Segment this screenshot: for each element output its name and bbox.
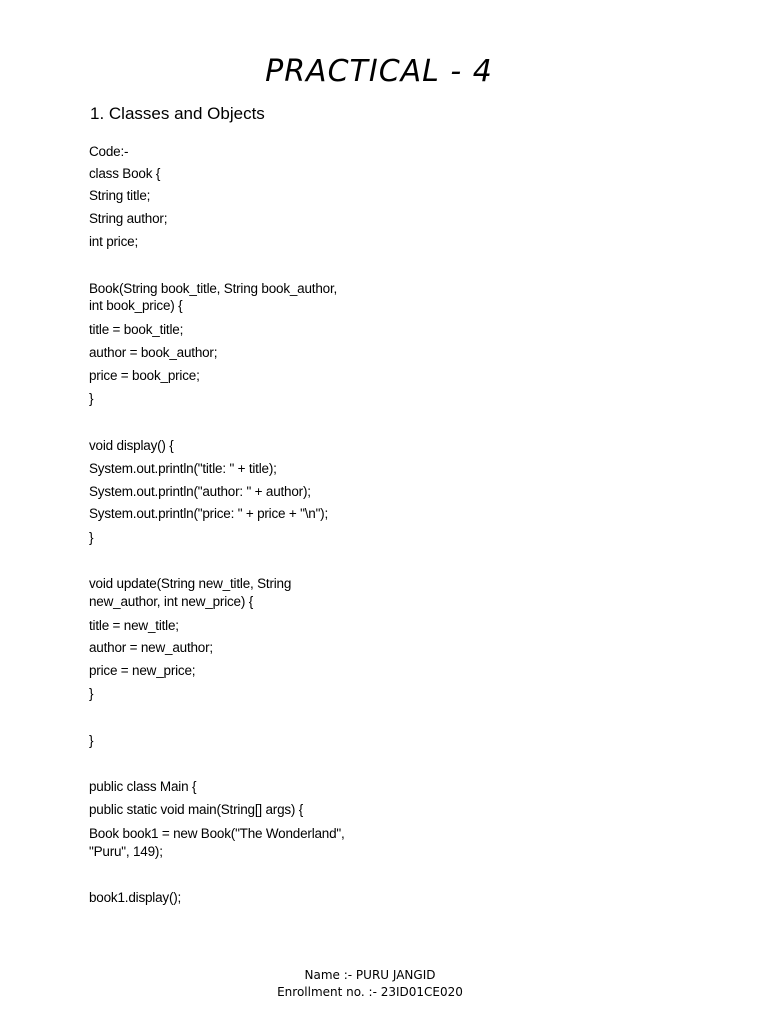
- code-line: "Puru", 149);: [89, 844, 163, 859]
- code-line: new_author, int new_price) {: [89, 594, 254, 609]
- code-line: }: [89, 530, 94, 545]
- section-heading: 1. Classes and Objects: [90, 104, 265, 123]
- code-line: System.out.println("price: " + price + "\n");: [89, 506, 329, 521]
- code-line: void display() {: [89, 438, 174, 453]
- code-line: price = book_price;: [89, 368, 200, 383]
- code-line: price = new_price;: [89, 663, 196, 678]
- code-line: title = new_title;: [89, 618, 179, 633]
- code-line: author = new_author;: [89, 640, 213, 655]
- code-line: String author;: [89, 211, 168, 226]
- code-label: Code:-: [89, 144, 129, 159]
- code-line: public class Main {: [89, 779, 197, 794]
- code-line: System.out.println("author: " + author);: [89, 484, 311, 499]
- code-line: void update(String new_title, String: [89, 576, 292, 591]
- code-line: System.out.println("title: " + title);: [89, 461, 277, 476]
- code-line: int book_price) {: [89, 298, 183, 313]
- code-line: public static void main(String[] args) {: [89, 802, 304, 817]
- page-title: PRACTICAL - 4: [265, 54, 493, 89]
- code-line: book1.display();: [89, 890, 182, 905]
- code-line: class Book {: [89, 166, 161, 181]
- code-line: title = book_title;: [89, 322, 184, 337]
- code-line: Book book1 = new Book("The Wonderland",: [89, 826, 345, 841]
- enrollment-number: Enrollment no. :- 23ID01CE020: [277, 985, 463, 999]
- student-name: Name :- PURU JANGID: [304, 968, 436, 982]
- code-line: int price;: [89, 234, 139, 249]
- code-line: author = book_author;: [89, 345, 218, 360]
- code-line: }: [89, 391, 94, 406]
- code-line: String title;: [89, 188, 151, 203]
- code-line: }: [89, 686, 94, 701]
- code-line: Book(String book_title, String book_author,: [89, 281, 338, 296]
- code-line: }: [89, 733, 94, 748]
